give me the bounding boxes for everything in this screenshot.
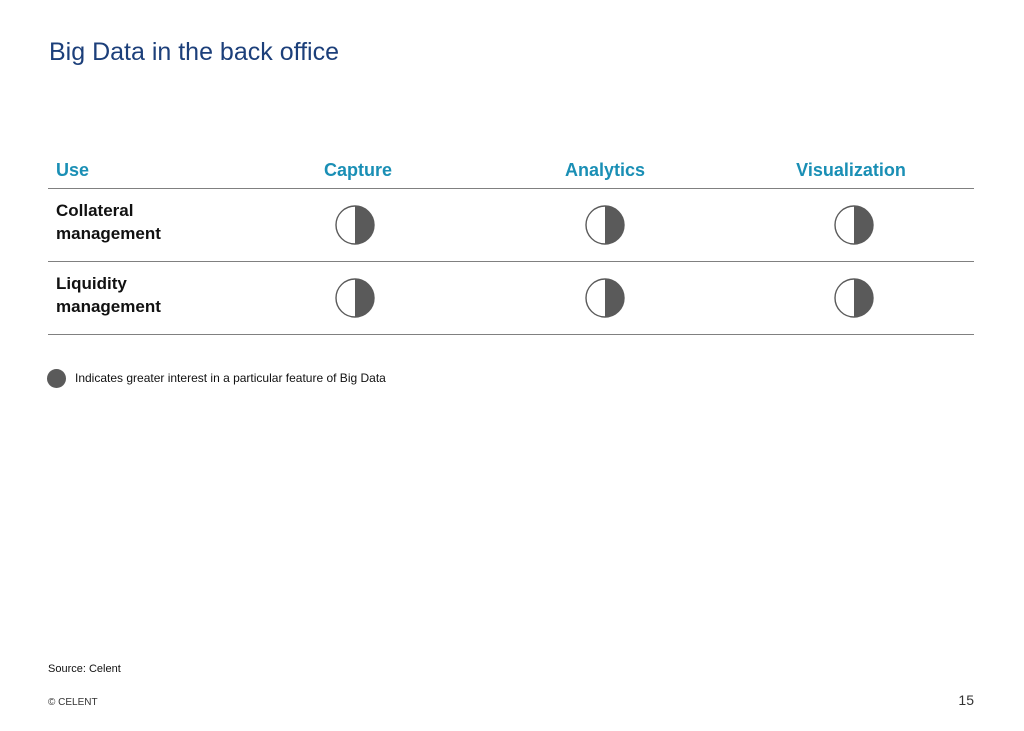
row-label-line: Collateral bbox=[56, 201, 134, 220]
header-analytics: Analytics bbox=[564, 160, 646, 180]
table-row bbox=[48, 262, 974, 335]
half-circle-icon bbox=[834, 278, 874, 318]
source-note: Source: Celent bbox=[48, 663, 121, 675]
half-circle-icon bbox=[585, 205, 625, 245]
half-circle-icon bbox=[335, 205, 375, 245]
half-circle-icon bbox=[335, 278, 375, 318]
row-label-collateral-management bbox=[56, 199, 256, 245]
page-title: Big Data in the back office bbox=[49, 38, 339, 66]
copyright: © CELENT bbox=[48, 697, 98, 708]
row-label-line: management bbox=[56, 297, 161, 316]
row-label-liquidity-management bbox=[56, 272, 256, 318]
legend bbox=[47, 368, 386, 388]
half-circle-icon bbox=[834, 205, 874, 245]
table-header-row bbox=[48, 150, 974, 189]
header-visualization: Visualization bbox=[796, 160, 906, 180]
filled-circle-icon bbox=[47, 369, 66, 388]
row-label-line: management bbox=[56, 224, 161, 243]
header-use: Use bbox=[56, 160, 90, 180]
legend-text: Indicates greater interest in a particular feature of Big Data bbox=[75, 371, 386, 385]
page-number: 15 bbox=[958, 692, 974, 708]
half-circle-icon bbox=[585, 278, 625, 318]
header-capture: Capture bbox=[323, 160, 393, 180]
table-row bbox=[48, 189, 974, 262]
row-label-line: Liquidity bbox=[56, 274, 127, 293]
big-data-table bbox=[48, 150, 974, 335]
